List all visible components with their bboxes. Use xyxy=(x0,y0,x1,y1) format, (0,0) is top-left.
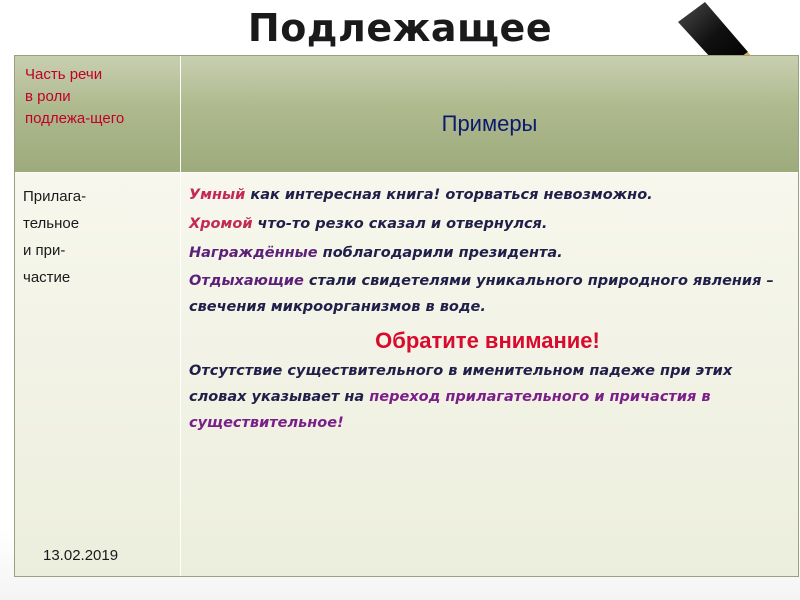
example-keyword: Умный xyxy=(189,187,246,203)
part-of-speech-line: и при- xyxy=(23,242,66,259)
header-line: в роли xyxy=(25,88,71,105)
subject-table xyxy=(14,55,799,577)
slide-title: Подлежащее xyxy=(247,6,553,50)
example-rest: стали свидетелями уникального природного явления – свечения микроорганизмов в воде. xyxy=(189,273,774,315)
example-rest: как интересная книга! оторваться невозможно. xyxy=(245,187,653,203)
slide-date: 13.02.2019 xyxy=(43,547,119,564)
example-keyword: Отдыхающие xyxy=(189,273,304,289)
example-rest: поблагодарили президента. xyxy=(317,245,563,261)
header-line: Часть речи xyxy=(25,66,103,83)
part-of-speech-line: Прилага- xyxy=(23,188,87,205)
example-keyword: Награждённые xyxy=(189,245,318,261)
example-rest: что-то резко сказал и отвернулся. xyxy=(252,216,548,232)
example-sentence xyxy=(189,268,786,320)
note-highlight: переход прилагательного и причастия в существительное! xyxy=(189,389,711,431)
note-lead: Отсутствие существительного в именительном падеже при этих словах указывает на xyxy=(189,363,733,405)
part-of-speech-line: тельное xyxy=(23,215,80,232)
part-of-speech-line: частие xyxy=(23,269,71,286)
header-examples xyxy=(181,56,798,173)
header-examples-label: Примеры xyxy=(441,111,538,136)
attention-heading: Обратите внимание! xyxy=(375,328,600,353)
row-examples xyxy=(181,173,798,576)
example-keyword: Хромой xyxy=(189,216,253,232)
header-line: подлежа-щего xyxy=(25,110,125,127)
row-part-of-speech xyxy=(15,173,181,576)
example-sentence xyxy=(189,181,786,210)
example-sentence xyxy=(189,210,786,239)
example-sentence xyxy=(189,239,786,268)
note-paragraph xyxy=(189,358,786,436)
header-part-of-speech xyxy=(15,56,181,173)
